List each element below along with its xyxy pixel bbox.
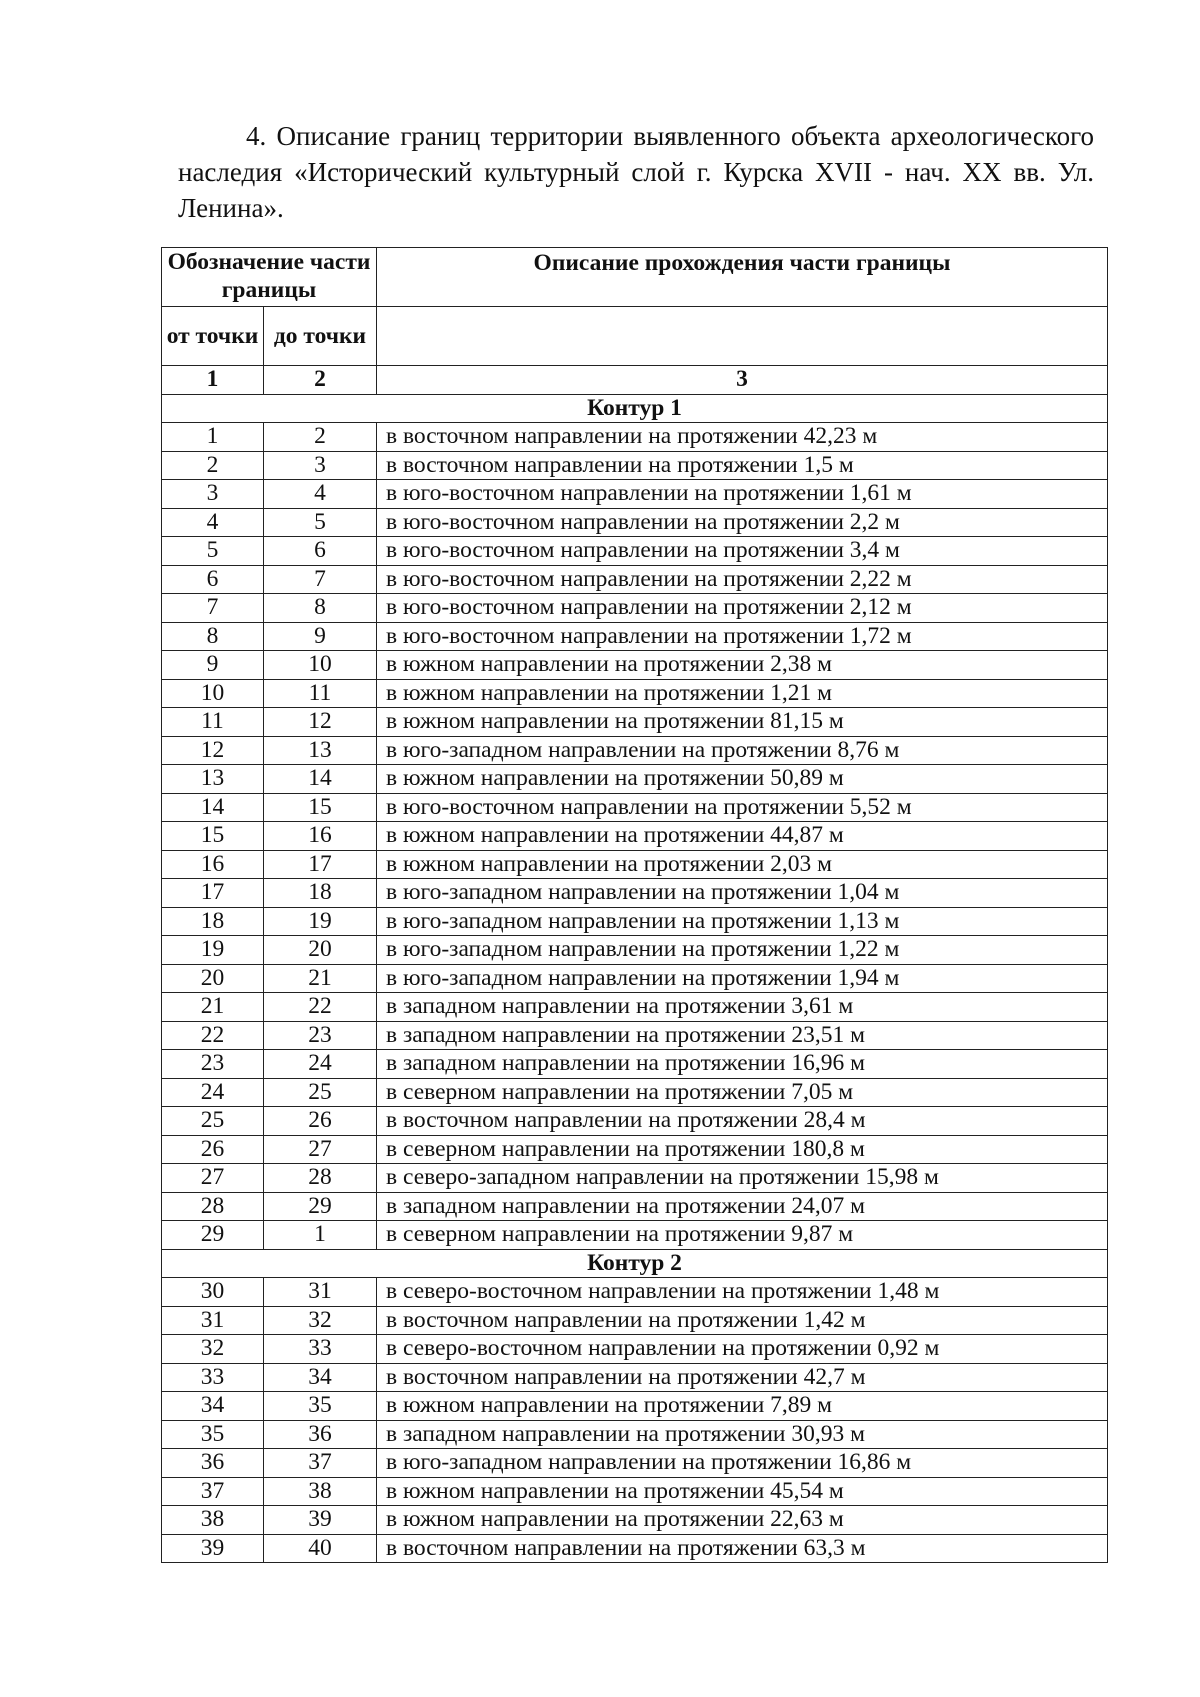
from-point-cell: 36 [162,1449,264,1478]
description-cell: в северном направлении на протяжении 180,8 м [377,1135,1108,1164]
description-cell: в юго-западном направлении на протяжении 1,04 м [377,879,1108,908]
to-point-cell: 1 [264,1221,377,1250]
table-row [162,964,1108,993]
description-cell: в северном направлении на протяжении 9,87 м [377,1221,1108,1250]
from-point-cell: 35 [162,1420,264,1449]
description-cell: в юго-восточном направлении на протяжении 5,52 м [377,793,1108,822]
description-cell: в восточном направлении на протяжении 42,23 м [377,423,1108,452]
description-cell: в восточном направлении на протяжении 1,5 м [377,451,1108,480]
to-point-cell: 7 [264,565,377,594]
table-row [162,736,1108,765]
description-cell: в западном направлении на протяжении 23,51 м [377,1021,1108,1050]
description-cell: в юго-восточном направлении на протяжении 2,12 м [377,594,1108,623]
to-point-cell: 17 [264,850,377,879]
table-row [162,1534,1108,1563]
from-point-cell: 10 [162,679,264,708]
contour-title: Контур 1 [162,394,1108,423]
to-point-cell: 38 [264,1477,377,1506]
table-row [162,793,1108,822]
table-row [162,1335,1108,1364]
from-point-cell: 26 [162,1135,264,1164]
table-body [162,394,1108,1563]
table-row [162,537,1108,566]
to-point-cell: 13 [264,736,377,765]
from-point-cell: 23 [162,1050,264,1079]
from-point-cell: 14 [162,793,264,822]
table-row [162,1107,1108,1136]
description-cell: в юго-восточном направлении на протяжении 1,61 м [377,480,1108,509]
table-row [162,1306,1108,1335]
to-point-cell: 29 [264,1192,377,1221]
table-row [162,1135,1108,1164]
table-row [162,1078,1108,1107]
from-point-cell: 9 [162,651,264,680]
contour-title-row [162,394,1108,423]
to-point-cell: 36 [264,1420,377,1449]
description-cell: в западном направлении на протяжении 16,96 м [377,1050,1108,1079]
description-cell: в южном направлении на протяжении 44,87 м [377,822,1108,851]
description-cell: в южном направлении на протяжении 81,15 м [377,708,1108,737]
table-row [162,451,1108,480]
description-cell: в юго-восточном направлении на протяжении 3,4 м [377,537,1108,566]
from-point-cell: 27 [162,1164,264,1193]
table-row [162,1392,1108,1421]
description-cell: в южном направлении на протяжении 22,63 м [377,1506,1108,1535]
table-row [162,765,1108,794]
table-row [162,850,1108,879]
table-row [162,1021,1108,1050]
from-point-cell: 4 [162,508,264,537]
section-heading: 4. Описание границ территории выявленного объекта археологического наследия «Исторический культурный слой г. Курска XVII - нач. XX вв. Ул. Ленина». [178,121,1094,223]
from-point-cell: 32 [162,1335,264,1364]
table-row [162,1192,1108,1221]
table-row [162,993,1108,1022]
to-point-cell: 2 [264,423,377,452]
to-point-cell: 20 [264,936,377,965]
from-point-cell: 15 [162,822,264,851]
designation-header: Обозначение части границы [162,248,377,307]
to-point-cell: 40 [264,1534,377,1563]
table-row [162,594,1108,623]
contour-title-row [162,1249,1108,1278]
table-row [162,1278,1108,1307]
from-point-cell: 37 [162,1477,264,1506]
description-cell: в западном направлении на протяжении 24,07 м [377,1192,1108,1221]
table-row [162,1420,1108,1449]
from-point-cell: 5 [162,537,264,566]
from-point-cell: 17 [162,879,264,908]
to-point-cell: 19 [264,907,377,936]
description-cell: в южном направлении на протяжении 50,89 м [377,765,1108,794]
table-row [162,622,1108,651]
from-point-cell: 3 [162,480,264,509]
table-row [162,679,1108,708]
boundary-table [161,247,1108,1563]
table-row [162,879,1108,908]
to-point-cell: 12 [264,708,377,737]
table-row [162,1221,1108,1250]
empty-header-cell [377,307,1108,366]
description-cell: в северо-западном направлении на протяжении 15,98 м [377,1164,1108,1193]
from-point-cell: 21 [162,993,264,1022]
description-cell: в южном направлении на протяжении 7,89 м [377,1392,1108,1421]
to-point-cell: 31 [264,1278,377,1307]
from-point-cell: 29 [162,1221,264,1250]
to-point-cell: 8 [264,594,377,623]
to-point-cell: 34 [264,1363,377,1392]
to-point-cell: 33 [264,1335,377,1364]
from-point-cell: 39 [162,1534,264,1563]
from-point-cell: 7 [162,594,264,623]
description-cell: в западном направлении на протяжении 30,93 м [377,1420,1108,1449]
to-point-header: до точки [264,307,377,366]
table-row [162,822,1108,851]
from-point-cell: 33 [162,1363,264,1392]
to-point-cell: 25 [264,1078,377,1107]
table-row [162,1506,1108,1535]
from-point-cell: 6 [162,565,264,594]
to-point-cell: 6 [264,537,377,566]
to-point-cell: 9 [264,622,377,651]
description-cell: в юго-западном направлении на протяжении 1,94 м [377,964,1108,993]
from-point-cell: 12 [162,736,264,765]
table-row [162,907,1108,936]
to-point-cell: 24 [264,1050,377,1079]
description-cell: в южном направлении на протяжении 1,21 м [377,679,1108,708]
to-point-cell: 23 [264,1021,377,1050]
description-cell: в западном направлении на протяжении 3,61 м [377,993,1108,1022]
from-point-cell: 19 [162,936,264,965]
description-cell: в восточном направлении на протяжении 63,3 м [377,1534,1108,1563]
to-point-cell: 18 [264,879,377,908]
description-cell: в восточном направлении на протяжении 28,4 м [377,1107,1108,1136]
from-point-cell: 13 [162,765,264,794]
table-row [162,651,1108,680]
from-point-cell: 24 [162,1078,264,1107]
table-row [162,508,1108,537]
from-point-cell: 30 [162,1278,264,1307]
description-cell: в юго-западном направлении на протяжении 1,22 м [377,936,1108,965]
description-cell: в юго-восточном направлении на протяжении 2,2 м [377,508,1108,537]
from-point-cell: 20 [162,964,264,993]
column-number-3: 3 [377,366,1108,395]
to-point-cell: 3 [264,451,377,480]
from-point-cell: 38 [162,1506,264,1535]
table-row [162,936,1108,965]
description-cell: в южном направлении на протяжении 45,54 м [377,1477,1108,1506]
table-row [162,1050,1108,1079]
from-point-cell: 28 [162,1192,264,1221]
contour-title: Контур 2 [162,1249,1108,1278]
column-number-1: 1 [162,366,264,395]
description-cell: в северо-восточном направлении на протяжении 1,48 м [377,1278,1108,1307]
to-point-cell: 28 [264,1164,377,1193]
table-row [162,1164,1108,1193]
description-cell: в северном направлении на протяжении 7,05 м [377,1078,1108,1107]
table-row [162,1449,1108,1478]
from-point-cell: 11 [162,708,264,737]
description-cell: в северо-восточном направлении на протяжении 0,92 м [377,1335,1108,1364]
table-row [162,423,1108,452]
description-cell: в восточном направлении на протяжении 1,42 м [377,1306,1108,1335]
to-point-cell: 39 [264,1506,377,1535]
to-point-cell: 4 [264,480,377,509]
table-header [162,248,1108,395]
to-point-cell: 10 [264,651,377,680]
from-point-cell: 2 [162,451,264,480]
from-point-cell: 22 [162,1021,264,1050]
to-point-cell: 15 [264,793,377,822]
table-row [162,480,1108,509]
from-point-cell: 18 [162,907,264,936]
to-point-cell: 16 [264,822,377,851]
from-point-cell: 25 [162,1107,264,1136]
description-cell: в юго-восточном направлении на протяжении 1,72 м [377,622,1108,651]
to-point-cell: 27 [264,1135,377,1164]
table-row [162,565,1108,594]
description-cell: в южном направлении на протяжении 2,03 м [377,850,1108,879]
to-point-cell: 32 [264,1306,377,1335]
from-point-cell: 1 [162,423,264,452]
column-number-2: 2 [264,366,377,395]
to-point-cell: 35 [264,1392,377,1421]
to-point-cell: 5 [264,508,377,537]
to-point-cell: 26 [264,1107,377,1136]
to-point-cell: 14 [264,765,377,794]
description-cell: в юго-западном направлении на протяжении 1,13 м [377,907,1108,936]
description-cell: в юго-восточном направлении на протяжении 2,22 м [377,565,1108,594]
description-cell: в восточном направлении на протяжении 42,7 м [377,1363,1108,1392]
description-cell: в южном направлении на протяжении 2,38 м [377,651,1108,680]
description-cell: в юго-западном направлении на протяжении 16,86 м [377,1449,1108,1478]
table-row [162,1363,1108,1392]
to-point-cell: 21 [264,964,377,993]
description-cell: в юго-западном направлении на протяжении 8,76 м [377,736,1108,765]
from-point-cell: 34 [162,1392,264,1421]
from-point-cell: 16 [162,850,264,879]
to-point-cell: 37 [264,1449,377,1478]
description-header: Описание прохождения части границы [377,248,1108,307]
to-point-cell: 22 [264,993,377,1022]
to-point-cell: 11 [264,679,377,708]
table-row [162,708,1108,737]
table-row [162,1477,1108,1506]
from-point-header: от точки [162,307,264,366]
from-point-cell: 31 [162,1306,264,1335]
from-point-cell: 8 [162,622,264,651]
